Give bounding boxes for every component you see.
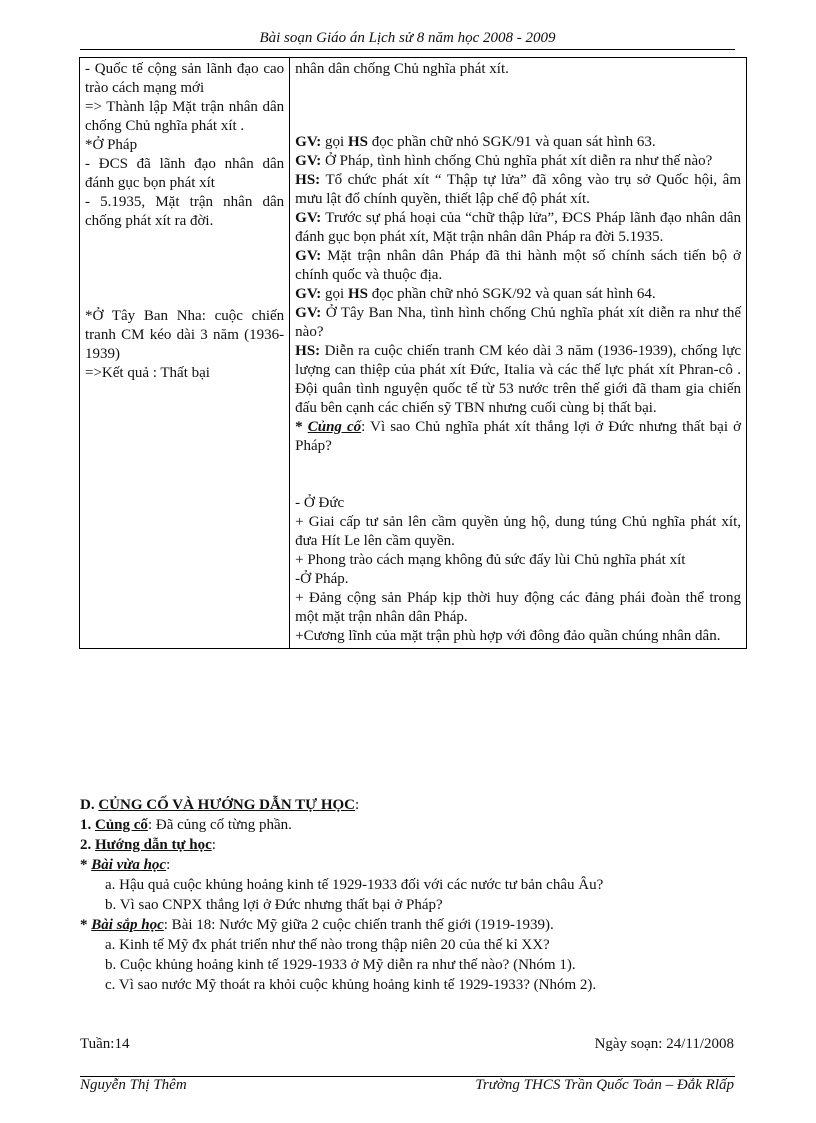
- author-name: Nguyễn Thị Thêm: [80, 1077, 187, 1093]
- table-row: [80, 58, 747, 649]
- content-column: [80, 58, 290, 649]
- left-item-7: =>Kết quả : Thất bại: [85, 365, 210, 381]
- prepared-date: Ngày soạn: 24/11/2008: [594, 1036, 734, 1052]
- section-d-title: D. CỦNG CỐ VÀ HƯỚNG DẪN TỰ HỌC:: [80, 797, 360, 813]
- left-item-6: *Ở Tây Ban Nha: cuộc chiến tranh CM kéo dài 3 năm (1936-1939): [85, 308, 285, 362]
- right-item-1: nhân dân chống Chủ nghĩa phát xít.: [295, 61, 509, 77]
- right-item-11: - Ở Đức: [295, 495, 345, 511]
- review-item: 1. Củng cố: Đã củng cố từng phần.: [80, 817, 292, 833]
- right-item-12: + Giai cấp tư sản lên cầm quyền ủng hộ, dung túng Chủ nghĩa phát xít, đưa Hít Le lên cầm quyền.: [295, 514, 741, 549]
- next-lesson-question-a: a. Kinh tế Mỹ đx phát triển như thế nào trong thập niên 20 của thế kỉ XX?: [105, 937, 550, 953]
- right-item-9: HS: Diễn ra cuộc chiến tranh CM kéo dài 3 năm (1936-1939), chống lực lượng can thiệp của phát xít Đức, Italia và các thế lực phát xít Phran-cô . Đội quân tình nguyện quốc tế từ 53 nước trên thế giới đã tham gia chiến đấu bên cạnh các chiến sỹ TBN nhưng cuối cùng bị thất bại.: [295, 343, 741, 416]
- right-item-8: GV: Ở Tây Ban Nha, tình hình chống Chủ nghĩa phát xít diễn ra như thế nào?: [295, 305, 741, 340]
- left-item-1: - Quốc tế cộng sản lãnh đạo cao trào cách mạng mới: [85, 61, 285, 96]
- right-item-15: + Đảng cộng sản Pháp kịp thời huy động các đảng phái đoàn thể trong một mặt trận nhân dân Pháp.: [295, 590, 741, 625]
- right-item-5: GV: Trước sự phá hoại của “chữ thập lửa”, ĐCS Pháp lãnh đạo nhân dân đánh gục bọn phát xít, Mặt trận nhân dân Pháp ra đời 5.1935.: [295, 210, 741, 245]
- right-item-3: GV: Ở Pháp, tình hình chống Chủ nghĩa phát xít diễn ra như thế nào?: [295, 153, 713, 169]
- page-header-title: Bài soạn Giáo án Lịch sử 8 năm học 2008 - 2009: [259, 30, 556, 46]
- previous-lesson-question-b: b. Vì sao CNPX thắng lợi ở Đức nhưng thất bại ở Pháp?: [105, 897, 443, 913]
- header-divider: [80, 49, 735, 50]
- left-item-3: *Ở Pháp: [85, 137, 138, 153]
- activity-column: [290, 58, 747, 649]
- right-item-16: +Cương lĩnh của mặt trận phù hợp với đông đảo quần chúng nhân dân.: [295, 628, 721, 644]
- right-item-14: -Ở Pháp.: [295, 571, 349, 587]
- previous-lesson-heading: * Bài vừa học:: [80, 857, 171, 873]
- week-label: Tuần:14: [80, 1036, 130, 1052]
- self-study-item: 2. Hướng dẫn tự học:: [80, 837, 216, 853]
- next-lesson-question-b: b. Cuộc khủng hoảng kinh tế 1929-1933 ở Mỹ diễn ra như thế nào? (Nhóm 1).: [105, 957, 576, 973]
- right-item-10: * Củng cố: Vì sao Chủ nghĩa phát xít thắng lợi ở Đức nhưng thất bại ở Pháp?: [295, 419, 742, 454]
- right-item-2: GV: gọi HS đọc phần chữ nhỏ SGK/91 và quan sát hình 63.: [295, 134, 656, 150]
- right-item-7: GV: gọi HS đọc phần chữ nhỏ SGK/92 và quan sát hình 64.: [295, 286, 656, 302]
- right-item-13: + Phong trào cách mạng không đủ sức đẩy lùi Chủ nghĩa phát xít: [295, 552, 686, 568]
- previous-lesson-question-a: a. Hậu quả cuộc khủng hoảng kinh tế 1929-1933 đối với các nước tư bản châu Âu?: [105, 877, 604, 893]
- school-name: Trường THCS Trần Quốc Toản – Đắk Rlấp: [475, 1077, 734, 1093]
- left-item-5: - 5.1935, Mặt trận nhân dân chống phát xít ra đời.: [85, 194, 285, 229]
- lesson-table: [79, 57, 747, 649]
- next-lesson-heading: * Bài sắp học: Bài 18: Nước Mỹ giữa 2 cuộc chiến tranh thế giới (1919-1939).: [80, 917, 554, 933]
- right-item-4: HS: Tổ chức phát xít “ Thập tự lửa” đã xông vào trụ sở Quốc hội, âm mưu lật đổ chính quyền, thiết lập chế độ phát xít.: [295, 172, 741, 207]
- next-lesson-question-c: c. Vì sao nước Mỹ thoát ra khỏi cuộc khủng hoảng kinh tế 1929-1933? (Nhóm 2).: [105, 977, 597, 993]
- left-item-2: => Thành lập Mặt trận nhân dân chống Chủ nghĩa phát xít .: [85, 99, 285, 134]
- left-item-4: - ĐCS đã lãnh đạo nhân dân đánh gục bọn phát xít: [85, 156, 285, 191]
- section-d: [80, 795, 740, 995]
- right-item-6: GV: Mặt trận nhân dân Pháp đã thi hành một số chính sách tiến bộ ở chính quốc và thuộc địa.: [295, 248, 741, 283]
